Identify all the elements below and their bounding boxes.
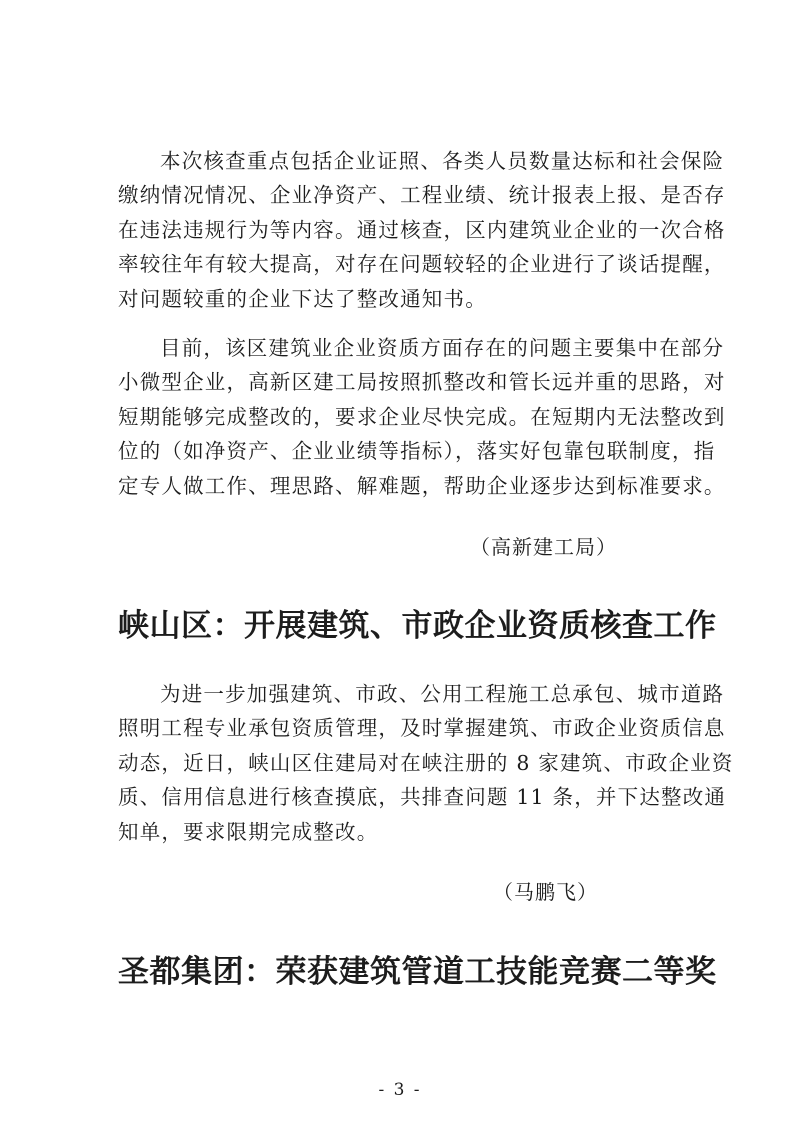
section-heading: 峡山区：开展建筑、市政企业资质核查工作 xyxy=(118,608,717,644)
paragraph-current-issues xyxy=(118,331,726,503)
text-line: 知单，要求限期完成整改。 xyxy=(118,819,379,844)
text-line: 率较往年有较大提高，对存在问题较轻的企业进行了谈话提醒， xyxy=(118,252,726,277)
text-line: 本次核查重点包括企业证照、各类人员数量达标和社会保险 xyxy=(160,149,725,173)
source-attribution: （马鹏飞） xyxy=(493,880,598,904)
text-line: 质、信用信息进行核查摸底，共排查问题 11 条，并下达整改通 xyxy=(118,785,727,810)
text-line: 照明工程专业承包资质管理，及时掌握建筑、市政企业资质信息 xyxy=(118,716,726,741)
paragraph-inspection-scope xyxy=(118,144,726,316)
page-number: - 3 - xyxy=(378,1080,422,1100)
section-heading: 圣都集团：荣获建筑管道工技能竞赛二等奖 xyxy=(118,954,717,990)
text-line: 小微型企业，高新区建工局按照抓整改和管长远并重的思路，对 xyxy=(118,370,726,395)
source-attribution: （高新建工局） xyxy=(470,535,617,559)
text-line: 目前，该区建筑业企业资质方面存在的问题主要集中在部分 xyxy=(160,336,725,360)
text-line: 对问题较重的企业下达了整改通知书。 xyxy=(118,286,487,311)
text-line: 短期能够完成整改的，要求企业尽快完成。在短期内无法整改到 xyxy=(118,404,726,429)
text-line: 在违法违规行为等内容。通过核查，区内建筑业企业的一次合格 xyxy=(118,217,726,242)
text-line: 定专人做工作、理思路、解难题，帮助企业逐步达到标准要求。 xyxy=(118,473,726,498)
paragraph-xiashan-inspection xyxy=(118,677,734,849)
text-line: 动态，近日，峡山区住建局对在峡注册的 8 家建筑、市政企业资 xyxy=(118,750,734,775)
text-line: 为进一步加强建筑、市政、公用工程施工总承包、城市道路 xyxy=(160,682,725,706)
text-line: 位的（如净资产、企业业绩等指标），落实好包靠包联制度，指 xyxy=(118,439,716,464)
text-line: 缴纳情况情况、企业净资产、工程业绩、统计报表上报、是否存 xyxy=(118,183,726,208)
